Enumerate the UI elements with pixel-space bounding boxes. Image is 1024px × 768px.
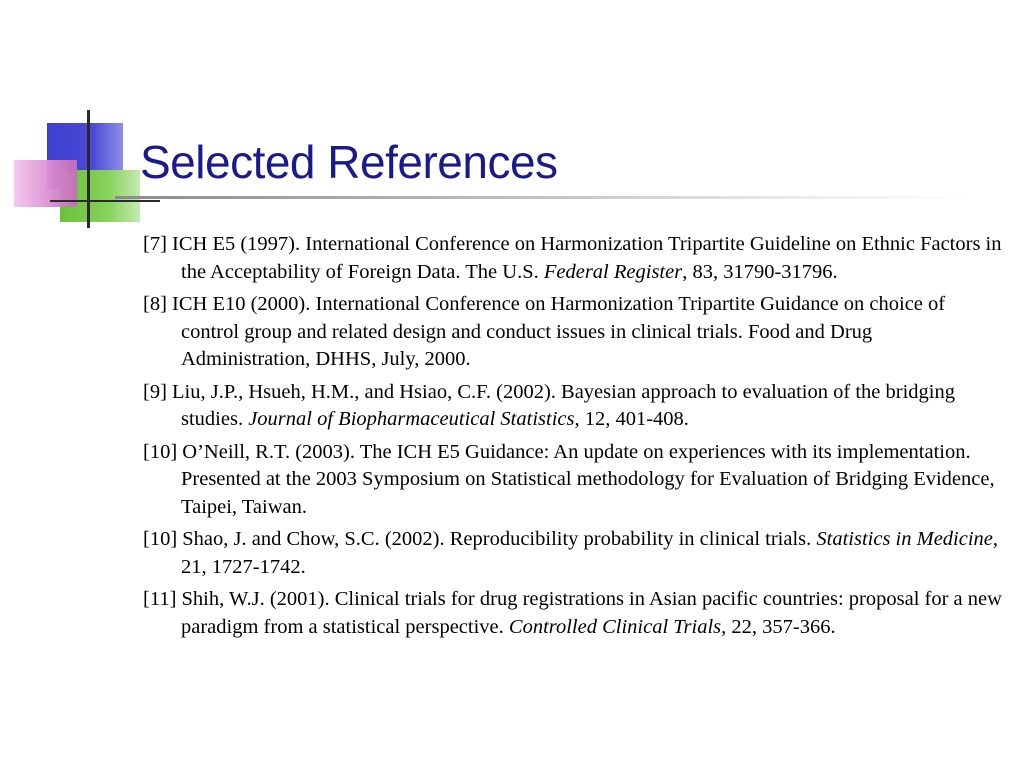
reference-journal: Statistics in Medicine	[816, 528, 993, 550]
reference-text: [10] O’Neill, R.T. (2003). The ICH E5 Guidance: An update on experiences with its implementation. Presented at the 2003 Symposium on Statistical methodology for Evaluation of Bridging Evidence, Taipei, Taiwan.	[143, 440, 995, 518]
title-underline-rule	[115, 196, 975, 199]
reference-text: [11] Shih, W.J. (2001). Clinical trials for drug registrations in Asian pacific countries: proposal for a new paradigm from a statistical perspective.	[143, 588, 1002, 638]
reference-text: [8] ICH E10 (2000). International Conference on Harmonization Tripartite Guidance on choice of control group and related design and conduct issues in clinical trials. Food and Drug Administration, DHHS, July, 2000.	[143, 293, 946, 370]
reference-item	[143, 231, 1003, 286]
decorative-horizontal-line	[50, 200, 160, 202]
reference-journal: Journal of Biopharmaceutical Statistics	[248, 408, 575, 430]
reference-citation: , 12, 401-408.	[574, 408, 689, 430]
reference-item	[143, 291, 1003, 374]
slide-title: Selected References	[140, 136, 558, 188]
reference-text: [10] Shao, J. and Chow, S.C. (2002). Reproducibility probability in clinical trials.	[143, 528, 817, 550]
reference-text: [9] Liu, J.P., Hsueh, H.M., and Hsiao, C.F. (2002). Bayesian approach to evaluation of the bridging studies.	[143, 380, 955, 430]
reference-text: [7] ICH E5 (1997). International Conference on Harmonization Tripartite Guideline on Ethnic Factors in the Acceptability of Foreign Data. The U.S.	[143, 233, 1002, 283]
reference-journal: Federal Register	[543, 260, 683, 283]
reference-item	[143, 439, 1003, 522]
reference-list	[143, 231, 1003, 646]
reference-journal: Controlled Clinical Trials	[508, 615, 722, 638]
reference-citation: , 21, 1727-1742.	[181, 528, 999, 578]
reference-citation: , 83, 31790-31796.	[682, 260, 838, 283]
reference-item	[143, 586, 1003, 641]
reference-item	[143, 379, 1003, 434]
reference-citation: , 22, 357-366.	[721, 615, 836, 638]
reference-item	[143, 526, 1003, 581]
decorative-vertical-line	[87, 110, 90, 228]
